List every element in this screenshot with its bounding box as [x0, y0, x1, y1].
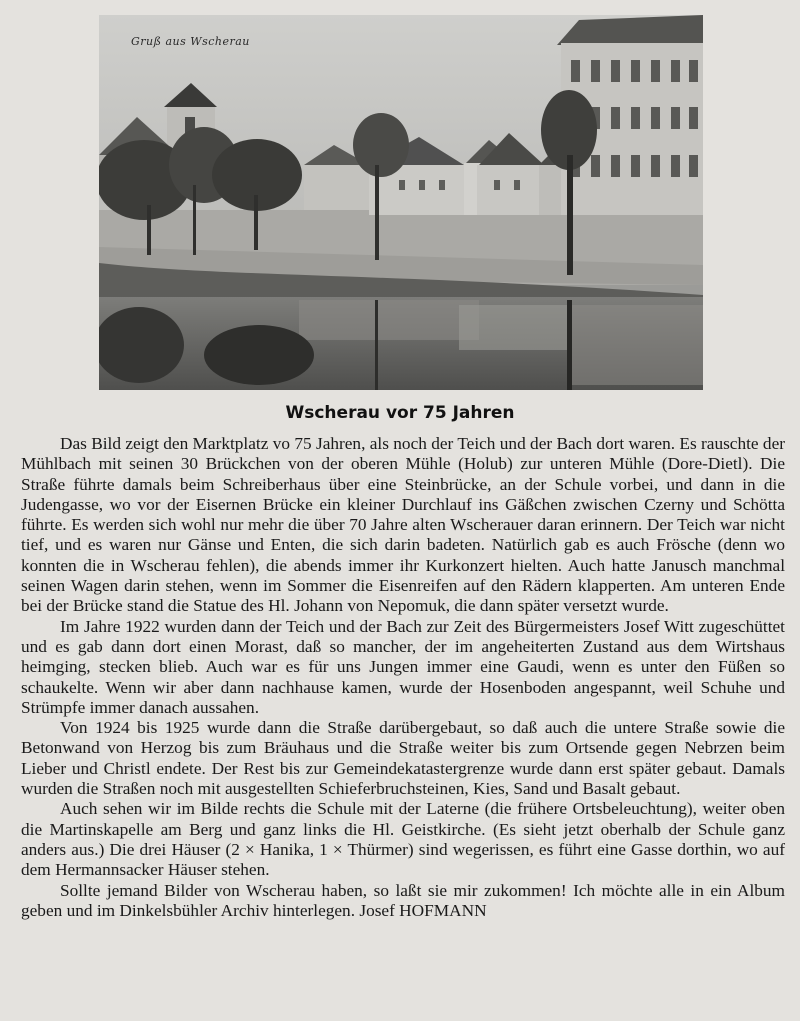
photo-caption: Gruß aus Wscherau: [131, 35, 250, 48]
photo-illustration: [99, 15, 703, 390]
paragraph-1: Das Bild zeigt den Marktplatz vo 75 Jahren, als noch der Teich und der Bach dort waren. Es rauschte der Mühlbach mit seinen 30 Brückchen von der oberen Mühle (Holub) zur unteren Mühle (Dore-Dietl). Die Straße führte damals beim Schreiberhaus über eine Steinbrücke, an der Schule vorbei, und dann in die Judengasse, wo vor der Eisernen Brücke ein kleiner Durchlauf ins Gäßchen zwischen Czerny und Schötta führte. Es werden sich wohl nur mehr die über 70 Jahre alten Wscherauer daran erinnern. Der Teich war nicht tief, und es waren nur Gänse und Enten, die sich darin badeten. Natürlich gab es auch Frösche (denn wo konnten die in Wscherau fehlen), die abends immer ihr Kurkonzert hielten. Auch hatte Janusch manchmal seinen Wagen darin stehen, wenn im Sommer die Eisenreifen auf den Rädern klapperten. Am unteren Ende bei der Brücke stand die Statue des Hl. Johann von Nepomuk, die dann später versetzt wurde.: [21, 434, 785, 616]
article-title: Wscherau vor 75 Jahren: [285, 403, 515, 423]
paragraph-4: Auch sehen wir im Bilde rechts die Schule mit der Laterne (die frühere Ortsbeleuchtung), weiter oben die Martinskapelle am Berg und ganz links die Hl. Geistkirche. (Es sieht jetzt oberhalb der Schule ganz anders aus.) Die drei Häuser (2 × Hanika, 1 × Thürmer) sind wegerissen, es führt eine Gasse dorthin, wo auf dem Hermannsacker Häuser stehen.: [21, 799, 785, 880]
paragraph-2: Im Jahre 1922 wurden dann der Teich und der Bach zur Zeit des Bürgermeisters Josef Witt zugeschüttet und es gab dann dort einen Morast, daß so mancher, der im angeheiterten Zustand aus dem Wirtshaus heimging, stecken blieb. Auch war es für uns Jungen immer eine Gaudi, wenn es unter den Füßen so schaukelte. Wenn wir aber dann nachhause kamen, wurde der Hosenboden angespannt, weil Schuhe und Strümpfe immer danach aussahen.: [21, 616, 785, 717]
paragraph-3: Von 1924 bis 1925 wurde dann die Straße darübergebaut, so daß auch die untere Straße sowie die Betonwand von Herzog bis zum Bräuhaus und die Straße weiter bis zum Ortsende gegen Nebrzen beim Lieber und Christl endete. Der Rest bis zur Gemeindekatastergrenze wurde dann erst später gebaut. Damals wurden die Straßen noch mit ausgestellten Schieferbruchsteinen, Kies, Sand und Basalt gebaut.: [21, 718, 785, 799]
historic-photo: [99, 15, 703, 390]
article-body: [21, 434, 785, 921]
paragraph-5: Sollte jemand Bilder von Wscherau haben, so laßt sie mir zukommen! Ich möchte alle in ein Album geben und im Dinkelsbühler Archiv hinterlegen. Josef HOFMANN: [21, 880, 785, 920]
